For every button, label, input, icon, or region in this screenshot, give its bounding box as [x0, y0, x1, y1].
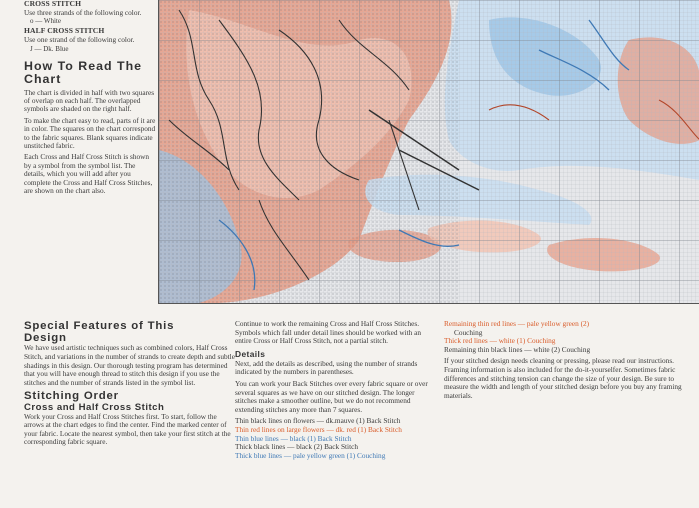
how-to-read-title-line2: Chart [24, 71, 62, 86]
special-features-body: We have used artistic techniques such as combined colors, Half Cross Stitch, and variations in the number of strands to create depth and subtle shadings in this design. Our thorough testing program has determined that you will have enough thread to stitch this design if you use the stitches and the number of strands listed in the symbol list. [24, 343, 235, 387]
special-features-title-line2: Design [24, 332, 67, 345]
bottom-column-2 [235, 320, 433, 460]
detail-line: Thin blue lines — black (1) Back Stitch [235, 433, 352, 443]
special-features-title-line1: Special Features of This [24, 320, 175, 332]
bottom-column-1 [24, 320, 236, 450]
how-to-read-p2: To make the chart easy to read, parts of it are in color. The squares on the chart correspond to the fabric squares. Blank squares indicate unstitched fabric. [24, 115, 156, 151]
cross-half-cross-subheading: Cross and Half Cross Stitch [24, 401, 165, 413]
detail-line: Remaining thin black lines — white (2) Couching [444, 344, 591, 354]
cross-stitch-title: CROSS STITCH [24, 0, 82, 8]
left-column [24, 0, 158, 198]
stitching-order-body: Work your Cross and Half Cross Stitches first. To start, follow the arrows at the chart edges to find the center. Find the marked center of your fabric. Locate the nearest symbol, then take your first stitch at the corresponding fabric square. [24, 411, 231, 447]
half-cross-desc: Use one strand of the following color. [24, 34, 135, 44]
half-symbol-entry: J — Dk. Blue [30, 44, 69, 53]
continue-paragraph: Continue to work the remaining Cross and Half Cross Stitches. Symbols which fall under detail lines should be worked with an entire Cross or Half Cross Stitch, not a partial stitch. [235, 319, 422, 346]
care-paragraph: If your stitched design needs cleaning or pressing, please read our instructions. Framing information is also included for the do-it-yourselfer. Sometimes fabric differences and stitching tension can change the size of your design. Be sure to measure the width and length of your stitched design before you buy any framing materials. [444, 356, 682, 400]
detail-line: Remaining thin red lines — pale yellow green (2) [444, 319, 590, 328]
stitching-order-heading: Stitching Order [24, 390, 119, 403]
bottom-column-3 [444, 320, 684, 403]
detail-line: Thin red lines on large flowers — dk. red (1) Back Stitch [235, 424, 402, 434]
detail-line: Couching [454, 327, 483, 337]
detail-line: Thin black lines on flowers — dk.mauve (1) Back Stitch [235, 416, 401, 426]
how-to-read-p1: The chart is divided in half with two squares of overlap on each half. The overlapped symbols are shaded on the right half. [24, 87, 155, 114]
stitch-chart [158, 0, 699, 304]
details-heading: Details [235, 348, 266, 359]
detail-instructions [235, 417, 433, 460]
half-cross-title: HALF CROSS STITCH [24, 26, 105, 36]
detail-line: Thick black lines — black (2) Back Stitch [235, 442, 358, 452]
detail-line: Thick red lines — white (1) Couching [444, 336, 556, 346]
details-paragraph-1: Next, add the details as described, using the number of strands indicated by the numbers in parentheses. [235, 358, 418, 377]
stitch-chart-graphic [159, 0, 699, 303]
cross-symbol-entry: o — White [30, 17, 61, 26]
details-paragraph-2: You can work your Back Stitches over every fabric square or over several squares as we have on our stitched design. The longer stitches make a smoother outline, but we do not recommend extending stitches any more than 7 squares. [235, 378, 428, 414]
how-to-read-title-line1: How To Read The [24, 58, 143, 73]
special-features-heading [24, 320, 236, 344]
detail-line: Thick blue lines — pale yellow green (1) Couching [235, 450, 386, 460]
how-to-read-heading [24, 60, 158, 86]
how-to-read-p3: Each Cross and Half Cross Stitch is shown by a symbol from the symbol list. The details, which you will add after you complete the Cross and Half Cross Stitches, are shown on the chart also. [24, 152, 153, 196]
cross-stitch-desc: Use three strands of the following color. [24, 7, 142, 17]
